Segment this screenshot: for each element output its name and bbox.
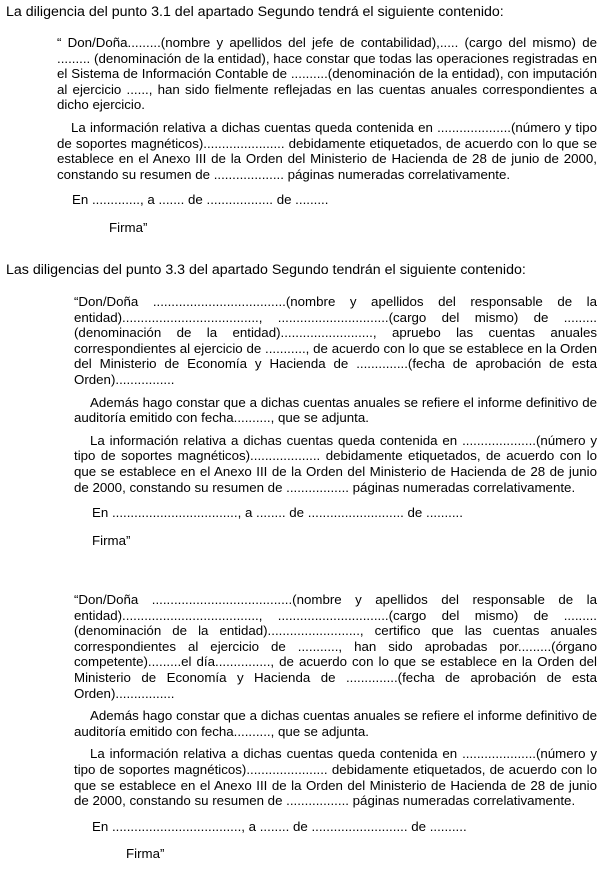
diligence-paragraph: Además hago constar que a dichas cuentas anuales se refiere el informe definitivo de auditoría emitido con fecha.........., que se adjunta. [74, 394, 597, 426]
signature-label: Firma” [109, 219, 148, 235]
place-date-line: En .................................., a ........ de .......................... de .......... [92, 505, 463, 521]
signature-label: Firma” [126, 846, 165, 862]
signature-label: Firma” [92, 532, 131, 548]
diligence-paragraph: “Don/Doña ......................................(nombre y apellidos del responsable de la entidad)....................................., ..............................(cargo del mismo) de ......... (denominación de la entidad)........................., certifico que las cuentas anuales correspondientes al ejercicio de ..........., han sido aprobadas por.........(órgano competente).........el día..............., de acuerdo con lo que se establece en la Orden del Ministerio de Economía y Hacienda de ..............(fecha de aprobación de esta Orden)................ [74, 592, 597, 701]
place-date-line: En ..................................., a ........ de .......................... de .......... [92, 818, 467, 834]
diligence-paragraph: La información relativa a dichas cuentas queda contenida en ....................(número y tipo de soportes magnéticos)...................... debidamente etiquetados, de acuerdo con lo que se establece en el Anexo III de la Orden del Ministerio de Hacienda de 28 de junio de 2000, constando su resumen de ................. páginas numeradas correlativamente. [74, 746, 597, 809]
place-date-line: En ............., a ....... de .................. de ......... [72, 192, 329, 208]
diligence-block-approval [74, 294, 597, 548]
diligence-block-certification [74, 592, 597, 862]
section-heading-3-1: La diligencia del punto 3.1 del apartado Segundo tendrá el siguiente contenido: [6, 4, 504, 20]
diligence-paragraph: La información relativa a dichas cuentas queda contenida en ....................(número y tipo de soportes magnéticos)...................... debidamente etiquetados, de acuerdo con lo que se establece en el Anexo III de la Orden del Ministerio de Hacienda de 28 de junio de 2000, constando su resumen de ................... páginas numeradas correlativamente. [57, 119, 597, 182]
diligence-block-3-1 [57, 35, 597, 236]
diligence-paragraph: “Don/Doña ....................................(nombre y apellidos del responsable de la entidad)....................................., ..............................(cargo del mismo) de ......... (denominación de la entidad)........................., apruebo las cuentas anuales correspondientes al ejercicio de ..........., de acuerdo con lo que se establece en la Orden del Ministerio de Economía y Hacienda de ..............(fecha de aprobación de esta Orden)................ [74, 294, 597, 387]
diligence-paragraph: Además hago constar que a dichas cuentas anuales se refiere el informe definitivo de auditoría emitido con fecha.........., que se adjunta. [74, 708, 597, 739]
diligence-paragraph: “ Don/Doña.........(nombre y apellidos del jefe de contabilidad),..... (cargo del mismo) de ......... (denominación de la entidad), hace constar que todas las operaciones registradas en el Sistema de Información Contable de ..........(denominación de la entidad), con imputación al ejercicio ......, han sido fielmente reflejadas en las cuentas anuales correspondientes a dicho ejercicio. [57, 35, 597, 113]
section-heading-3-3: Las diligencias del punto 3.3 del apartado Segundo tendrán el siguiente contenido: [6, 262, 526, 278]
diligence-paragraph: La información relativa a dichas cuentas queda contenida en ....................(número y tipo de soportes magnéticos)................... debidamente etiquetados, de acuerdo con lo que se establece en el Anexo III de la Orden del Ministerio de Hacienda de 28 de junio de 2000, constando su resumen de ................. páginas numeradas correlativamente. [74, 432, 597, 495]
